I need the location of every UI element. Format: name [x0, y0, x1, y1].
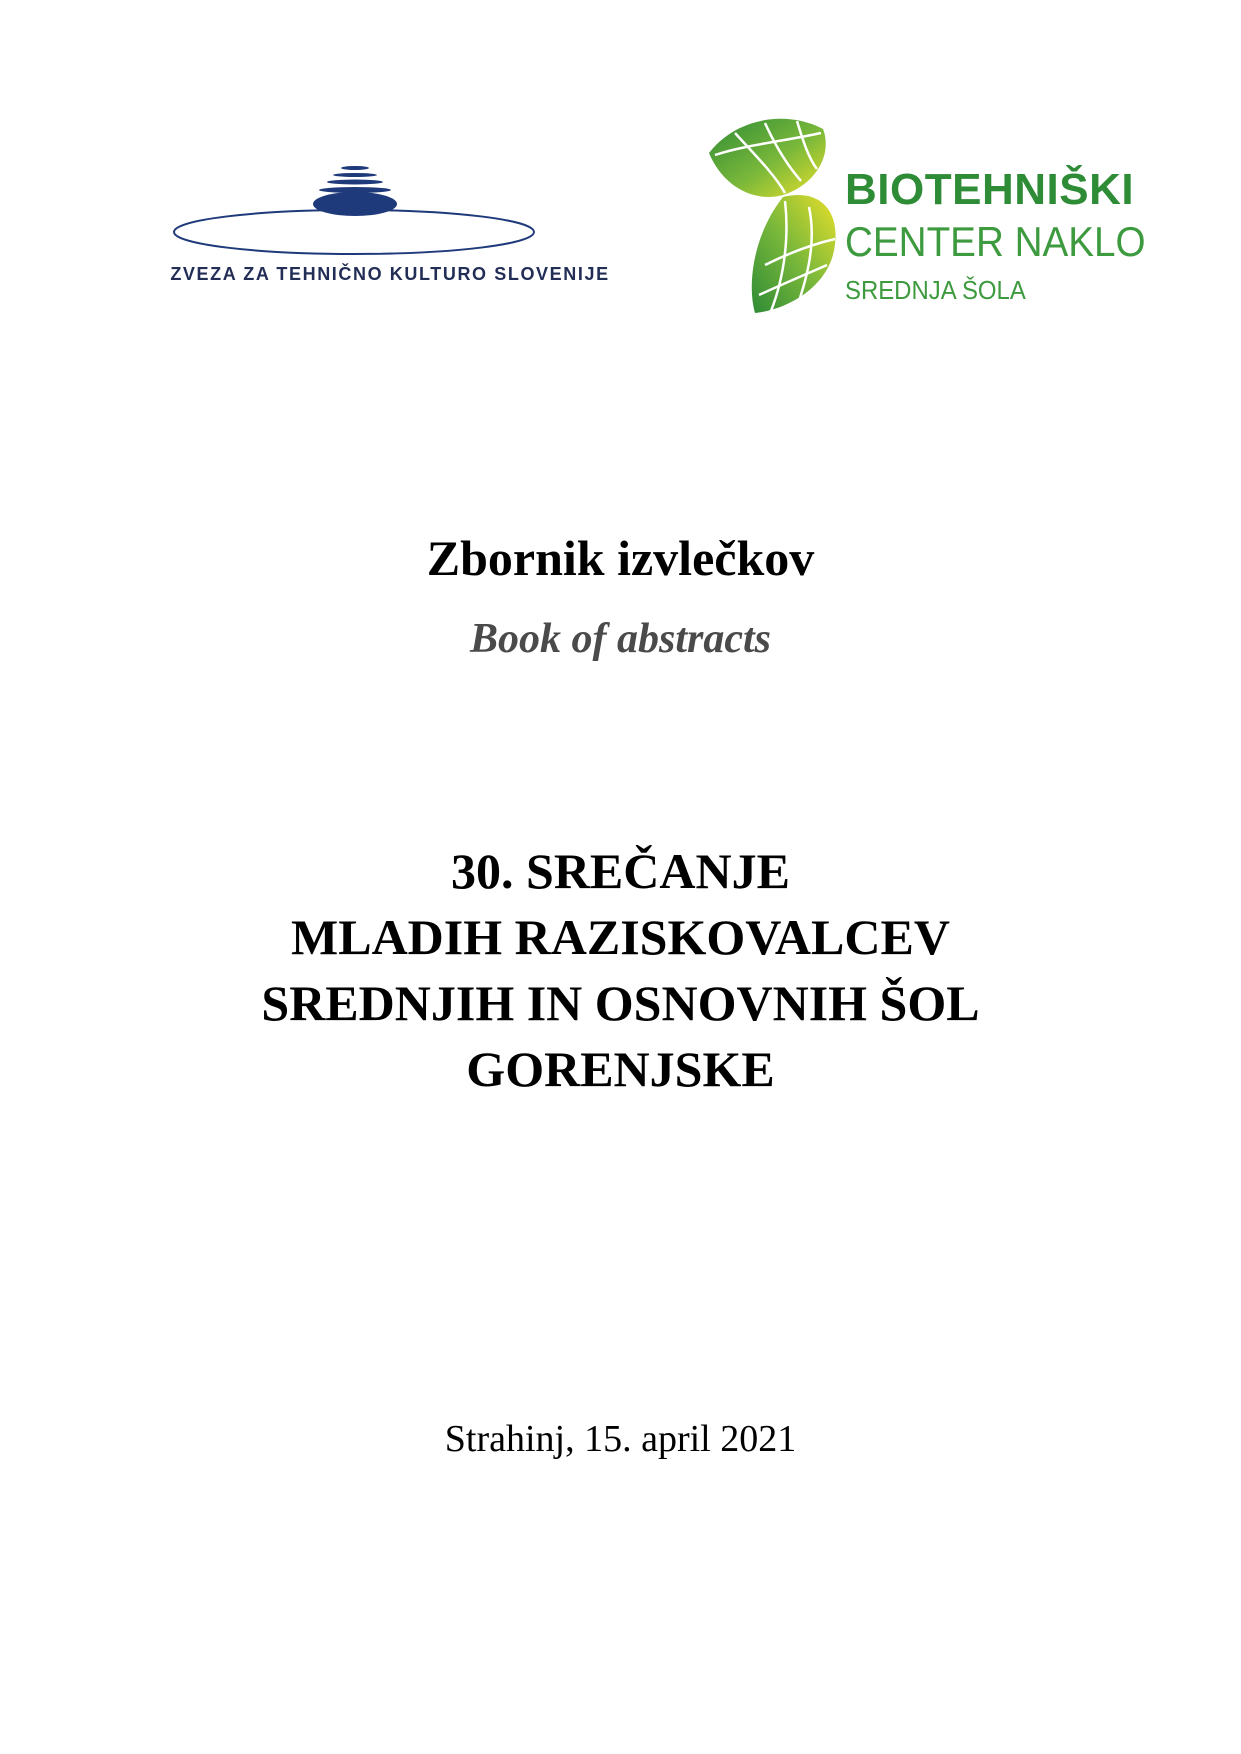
- zotks-logo-text: ZVEZA ZA TEHNIČNO KULTURO SLOVENIJE: [170, 264, 610, 284]
- leaf-globe-icon: [705, 115, 845, 315]
- event-line-4: GORENJSKE: [466, 1041, 775, 1097]
- event-line-3: SREDNJIH IN OSNOVNIH ŠOL: [261, 975, 980, 1031]
- event-heading: [0, 838, 1241, 1102]
- zotks-logo: [170, 152, 610, 292]
- event-line-1: 30. SREČANJE: [451, 843, 790, 899]
- btc-logo-line3: SREDNJA ŠOLA: [845, 275, 1026, 305]
- document-title: Zbornik izvlečkov: [426, 530, 815, 586]
- btc-logo-line1: BIOTEHNIŠKI: [845, 165, 1135, 214]
- btc-logo-line2: CENTER NAKLO: [845, 218, 1146, 265]
- event-line-2: MLADIH RAZISKOVALCEV: [291, 909, 950, 965]
- btc-naklo-logo: [705, 115, 1145, 315]
- zotks-emblem-icon: [170, 152, 610, 262]
- place-date: Strahinj, 15. april 2021: [444, 1418, 797, 1460]
- document-subtitle: Book of abstracts: [469, 616, 771, 662]
